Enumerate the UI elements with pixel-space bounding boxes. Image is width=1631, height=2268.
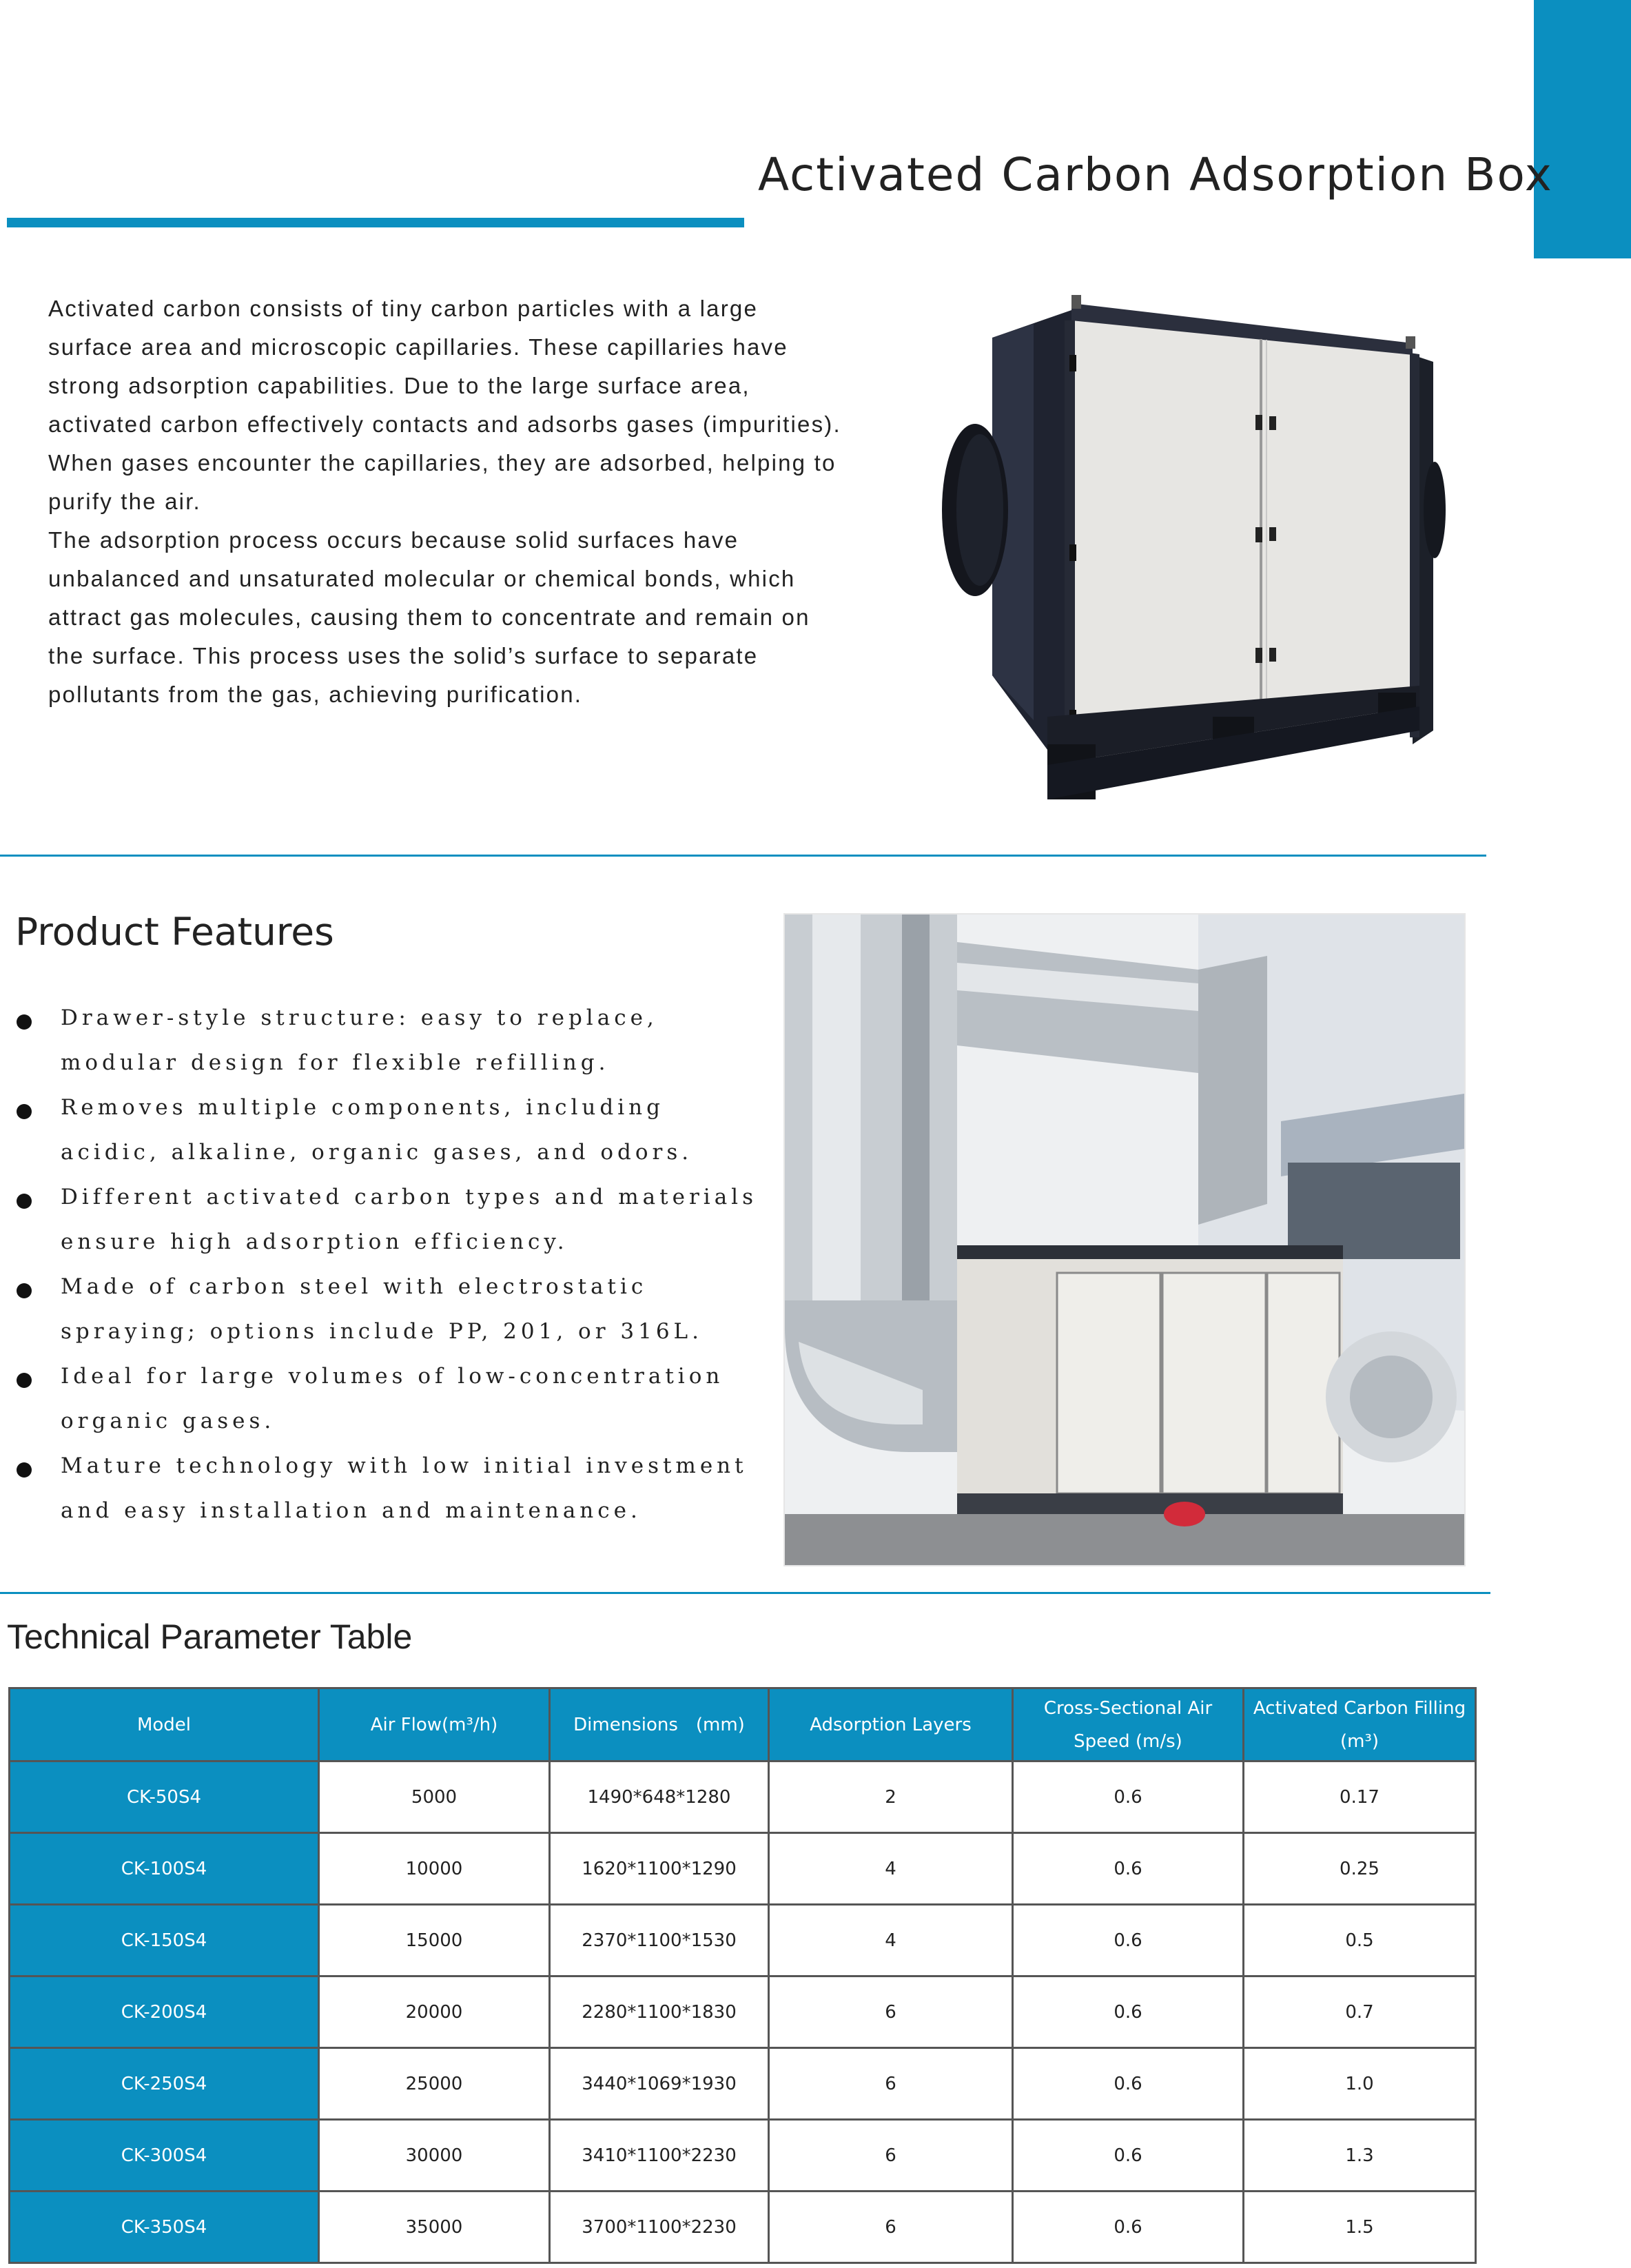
air-flow-cell: 10000 — [319, 1833, 550, 1905]
table-row — [10, 1761, 1476, 1833]
model-cell: CK-200S4 — [10, 1976, 319, 2048]
filling-cell: 1.5 — [1244, 2192, 1476, 2263]
air-flow-cell: 20000 — [319, 1976, 550, 2048]
table-title: Technical Parameter Table — [7, 1617, 413, 1656]
layers-cell: 6 — [769, 2120, 1013, 2192]
bullet-icon — [17, 1462, 32, 1478]
model-cell: CK-250S4 — [10, 2048, 319, 2120]
speed-cell: 0.6 — [1013, 1833, 1244, 1905]
feature-item: Ideal for large volumes of low-concentration organic gases. — [14, 1354, 772, 1444]
bullet-icon — [17, 1104, 32, 1119]
intro-text — [48, 289, 848, 714]
filling-cell: 1.0 — [1244, 2048, 1476, 2120]
filling-cell: 0.25 — [1244, 1833, 1476, 1905]
technical-parameter-table — [8, 1687, 1477, 2264]
layers-cell: 4 — [769, 1905, 1013, 1976]
section-divider — [0, 1592, 1490, 1594]
column-header-model: Model — [10, 1688, 319, 1761]
dimensions-cell: 1620*1100*1290 — [550, 1833, 769, 1905]
air-flow-cell: 30000 — [319, 2120, 550, 2192]
air-flow-cell: 35000 — [319, 2192, 550, 2263]
column-header-dimensions: Dimensions (mm) — [550, 1688, 769, 1761]
model-cell: CK-350S4 — [10, 2192, 319, 2263]
product-image — [937, 289, 1447, 803]
features-list — [14, 996, 772, 1533]
dimensions-cell: 2370*1100*1530 — [550, 1905, 769, 1976]
intro-paragraph: Activated carbon consists of tiny carbon particles with a large surface area and microscopic capillaries. These capillaries have strong adsorption capabilities. Due to the large surface area, activated carbon effectively contacts and adsorbs gases (impurities). When gases encounter the capillaries, they are adsorbed, helping to purify the air. — [48, 296, 841, 514]
column-header-speed: Cross-Sectional Air Speed (m/s) — [1013, 1688, 1244, 1761]
column-header-air-flow: Air Flow(m³/h) — [319, 1688, 550, 1761]
table-row — [10, 1833, 1476, 1905]
model-cell: CK-150S4 — [10, 1905, 319, 1976]
table-row — [10, 2192, 1476, 2263]
column-header-layers: Adsorption Layers — [769, 1688, 1013, 1761]
column-header-filling: Activated Carbon Filling (m³) — [1244, 1688, 1476, 1761]
dimensions-cell: 3410*1100*2230 — [550, 2120, 769, 2192]
bullet-icon — [17, 1373, 32, 1388]
bullet-icon — [17, 1283, 32, 1298]
features-title: Product Features — [15, 910, 334, 954]
feature-item: Made of carbon steel with electrostatic spraying; options include PP, 201, or 316L. — [14, 1265, 772, 1354]
dimensions-cell: 3440*1069*1930 — [550, 2048, 769, 2120]
speed-cell: 0.6 — [1013, 2192, 1244, 2263]
model-cell: CK-300S4 — [10, 2120, 319, 2192]
installation-photo — [783, 913, 1466, 1566]
filling-cell: 0.7 — [1244, 1976, 1476, 2048]
filling-cell: 0.5 — [1244, 1905, 1476, 1976]
speed-cell: 0.6 — [1013, 2120, 1244, 2192]
bullet-icon — [17, 1014, 32, 1030]
table-row — [10, 2120, 1476, 2192]
table-row — [10, 1905, 1476, 1976]
bullet-icon — [17, 1194, 32, 1209]
table-row — [10, 1976, 1476, 2048]
layers-cell: 4 — [769, 1833, 1013, 1905]
air-flow-cell: 15000 — [319, 1905, 550, 1976]
air-flow-cell: 25000 — [319, 2048, 550, 2120]
dimensions-cell: 3700*1100*2230 — [550, 2192, 769, 2263]
dimensions-cell: 2280*1100*1830 — [550, 1976, 769, 2048]
intro-paragraph: The adsorption process occurs because solid surfaces have unbalanced and unsaturated molecular or chemical bonds, which attract gas molecules, causing them to concentrate and remain on the surface. This process uses the solid’s surface to separate pollutants from the gas, achieving purification. — [48, 527, 810, 707]
title-underline — [7, 218, 744, 227]
model-cell: CK-100S4 — [10, 1833, 319, 1905]
layers-cell: 6 — [769, 2192, 1013, 2263]
feature-item: Different activated carbon types and materials ensure high adsorption efficiency. — [14, 1175, 772, 1265]
feature-item: Drawer-style structure: easy to replace, modular design for flexible refilling. — [14, 996, 772, 1085]
section-divider — [0, 855, 1486, 857]
layers-cell: 6 — [769, 1976, 1013, 2048]
feature-item: Mature technology with low initial investment and easy installation and maintenance. — [14, 1444, 772, 1533]
speed-cell: 0.6 — [1013, 1905, 1244, 1976]
speed-cell: 0.6 — [1013, 2048, 1244, 2120]
layers-cell: 2 — [769, 1761, 1013, 1833]
table-row — [10, 2048, 1476, 2120]
filling-cell: 1.3 — [1244, 2120, 1476, 2192]
filling-cell: 0.17 — [1244, 1761, 1476, 1833]
dimensions-cell: 1490*648*1280 — [550, 1761, 769, 1833]
model-cell: CK-50S4 — [10, 1761, 319, 1833]
feature-item: Removes multiple components, including acidic, alkaline, organic gases, and odors. — [14, 1085, 772, 1175]
layers-cell: 6 — [769, 2048, 1013, 2120]
speed-cell: 0.6 — [1013, 1976, 1244, 2048]
table-header-row — [10, 1688, 1476, 1761]
page-title: Activated Carbon Adsorption Box — [758, 148, 1553, 201]
speed-cell: 0.6 — [1013, 1761, 1244, 1833]
air-flow-cell: 5000 — [319, 1761, 550, 1833]
corner-accent-tab — [1534, 0, 1631, 258]
